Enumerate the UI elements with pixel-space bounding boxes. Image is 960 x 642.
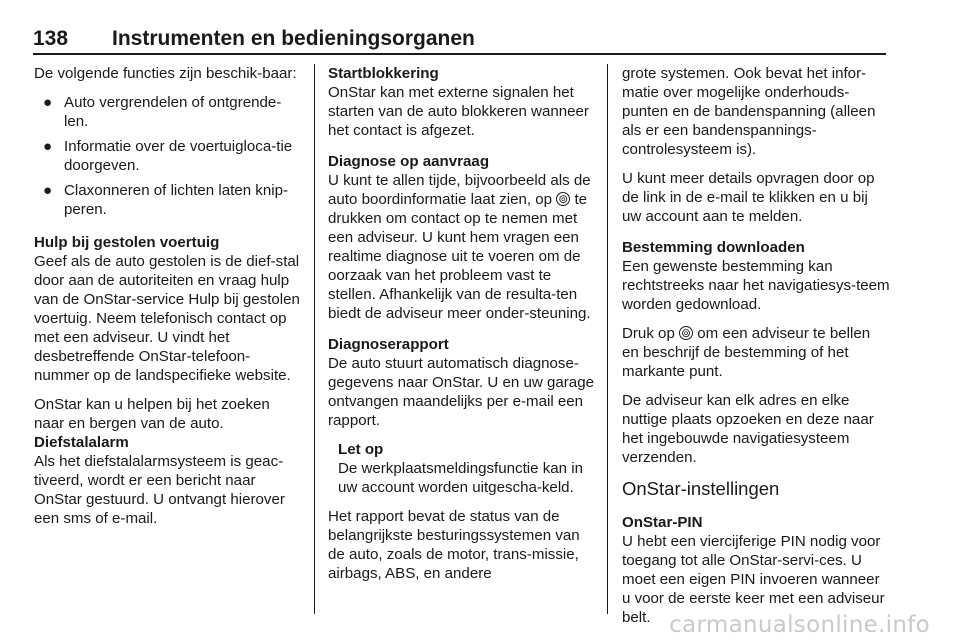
column-1 [34,64,304,538]
onstar-service-icon: ⊚ [558,192,569,206]
destination-call-text [622,324,890,381]
pin-heading: OnStar-PIN [622,514,703,531]
diagnostic-report-heading: Diagnoserapport [328,336,449,353]
destination-call-text-b: om een adviseur te bellen en beschrijf de bestemming of het markante punt. [622,325,871,380]
report-continuation-text: grote systemen. Ook bevat het infor-matie over mogelijke onderhouds-punten en de bandenspanning (alleen als er een bandenspannings-controlesysteem is). [622,65,876,158]
diagnostic-report-text: De auto stuurt automatisch diagnose-gegevens naar OnStar. U en uw garage ontvangen maandelijks per e-mail een rapport. [328,355,594,429]
bullet-icon: ● [43,94,53,111]
diagnosis-text [328,171,594,323]
note-text: De werkplaatsmeldingsfunctie kan in uw account worden uitgescha-keld. [338,460,583,496]
list-item [34,137,304,175]
note-box [328,440,594,497]
stolen-vehicle-text-2: OnStar kan u helpen bij het zoeken naar en bergen van de auto. [34,396,270,432]
page-number: 138 [33,27,69,50]
diagnosis-heading: Diagnose op aanvraag [328,153,490,170]
column-3 [622,64,890,637]
bullet-icon: ● [43,182,53,199]
destination-call-text-a: Druk op [622,325,675,342]
onstar-settings-title: OnStar-instellingen [622,478,780,499]
list-item [34,93,304,131]
destination-advisor-text: De adviseur kan elk adres en elke nuttige plaats opzoeken en deze naar het ingebouwde navigatiesysteem verzenden. [622,392,874,466]
diagnostic-report-text-2: Het rapport bevat de status van de belangrijkste besturingssystemen van de auto, zoals de motor, trans-missie, airbags, ABS, en andere [328,508,580,582]
page-header [33,27,886,55]
theft-alarm-heading: Diefstalalarm [34,434,129,451]
destination-download-heading: Bestemming downloaden [622,239,805,256]
onstar-service-icon: ⊚ [681,326,692,340]
stolen-vehicle-text: Geef als de auto gestolen is de dief-stal door aan de autoriteiten en vraag hulp van de OnStar-service Hulp bij gestolen voertuig. Neem telefonisch contact op met een adviseur. U vindt het desbetreffende OnStar-telefoon-nummer op de landspecifieke website. [34,253,300,384]
feature-list [34,93,304,219]
list-item [34,181,304,219]
note-heading: Let op [338,441,384,458]
destination-download-text: Een gewenste bestemming kan rechtstreeks naar het navigatiesys-teem worden gedownload. [622,258,890,313]
column-divider [314,64,315,614]
page-title: Instrumenten en bedieningsorganen [112,27,475,50]
start-block-heading: Startblokkering [328,65,439,82]
list-item-text: Auto vergrendelen of ontgrende-len. [64,94,282,130]
list-item-text: Informatie over de voertuigloca-tie doorgeven. [64,138,293,174]
bullet-icon: ● [43,138,53,155]
diagnosis-text-b: te drukken om contact op te nemen met een adviseur. U kunt hem vragen een realtime diagnose uit te voeren om de oorzaak van het probleem vast te stellen. Afhankelijk van de resulta-ten biedt de adviseur meer onder-steuning. [328,191,591,322]
list-item-text: Claxonneren of lichten laten knip-peren. [64,182,289,218]
stolen-vehicle-heading: Hulp bij gestolen voertuig [34,234,220,251]
pin-text: U hebt een viercijferige PIN nodig voor toegang tot alle OnStar-servi-ces. U moet een eigen PIN invoeren wanneer u voor de eerste keer met een adviseur belt. [622,533,885,626]
intro-text: De volgende functies zijn beschik-baar: [34,65,297,82]
watermark: carmanualsonline.info [669,612,930,638]
report-details-text: U kunt meer details opvragen door op de link in de e-mail te klikken en u bij uw account aan te melden. [622,170,875,225]
start-block-text: OnStar kan met externe signalen het starten van de auto blokkeren wanneer het contact is afgezet. [328,84,589,139]
diagnosis-text-a: U kunt te allen tijde, bijvoorbeeld als de auto boordinformatie laat zien, op [328,172,591,208]
column-divider [607,64,608,614]
column-2 [328,64,594,593]
theft-alarm-text: Als het diefstalalarmsysteem is geac-tiveerd, wordt er een bericht naar OnStar gestuurd. U ontvangt hierover een sms of e-mail. [34,453,285,527]
